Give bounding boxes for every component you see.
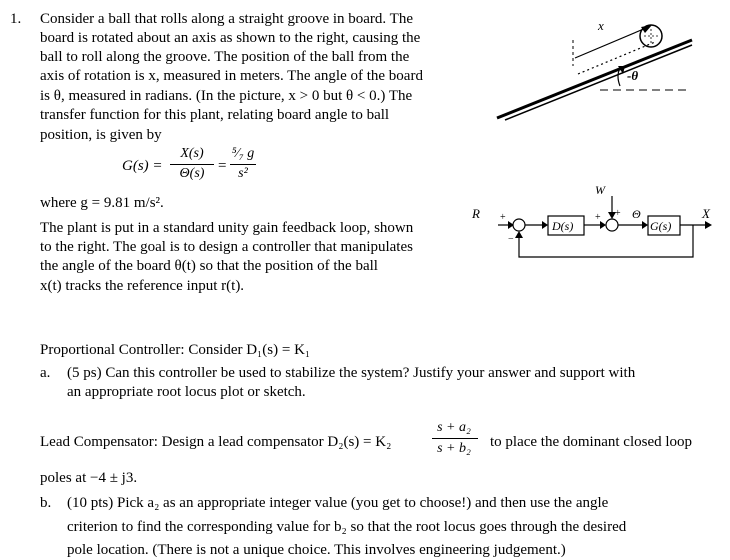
intro-line: axis of rotation is x, measured in meters. The angle of the board xyxy=(40,68,423,84)
intro-line: position, is given by xyxy=(40,127,162,143)
r-label: R xyxy=(472,206,480,221)
lead-numerator: s + a₂ xyxy=(437,420,471,435)
intro-line: Consider a ball that rolls along a straight groove in board. The xyxy=(40,11,413,27)
part-b-label: b. xyxy=(40,495,52,511)
tf-lhs: G(s) = xyxy=(122,158,163,174)
plus-sign-3: + xyxy=(615,208,621,219)
x-output-label: X xyxy=(702,206,710,221)
intro-line: is θ, measured in radians. (In the picture, x > 0 but θ < 0.) The xyxy=(40,88,413,104)
part-a-label: a. xyxy=(40,365,51,381)
problem-number: 1. xyxy=(10,11,22,27)
d-block-label: D(s) xyxy=(552,219,574,233)
plus-sign-1: + xyxy=(500,212,506,223)
intro-line: board is rotated about an axis as shown to the right, causing the xyxy=(40,30,421,46)
feedback-line: The plant is put in a standard unity gain feedback loop, shown xyxy=(40,220,414,236)
part-a-line: (5 ps) Can this controller be used to stabilize the system? Justify your answer and support with xyxy=(67,365,636,381)
summing-junction-1 xyxy=(513,219,525,231)
feedback-line: to the right. The goal is to design a controller that manipulates xyxy=(40,239,413,255)
part-b-line: criterion to find the corresponding value for b₂ so that the root locus goes through the desired xyxy=(67,519,627,535)
x-label: x xyxy=(598,18,604,33)
minus-sign-1: − xyxy=(508,234,514,245)
tf-numerator: X(s) xyxy=(180,146,204,161)
part-b-line: (10 pts) Pick a₂ as an appropriate integer value (you get to choose!) and then use the angle xyxy=(67,495,609,511)
g-block-label: G(s) xyxy=(650,219,672,233)
tf-denominator: Θ(s) xyxy=(179,166,205,181)
feedback-line: the angle of the board θ(t) so that the position of the ball xyxy=(40,258,378,274)
intro-line: transfer function for this plant, relating board angle to ball xyxy=(40,107,390,123)
w-label: W xyxy=(595,183,605,197)
lead-heading: Lead Compensator: Design a lead compensator D₂(s) = K₂ xyxy=(40,434,392,450)
theta-label: -θ xyxy=(627,68,639,83)
proportional-heading: Proportional Controller: Consider D₁(s) = K₁ xyxy=(40,342,311,358)
gravity-line: where g = 9.81 m/s². xyxy=(40,195,164,211)
feedback-line: x(t) tracks the reference input r(t). xyxy=(40,278,245,294)
lead-suffix: to place the dominant closed loop xyxy=(490,434,693,450)
part-a-line: an appropriate root locus plot or sketch. xyxy=(67,384,306,400)
tf-rhs-denominator: s² xyxy=(238,166,248,181)
tf-equals: = xyxy=(218,158,227,174)
plus-sign-2: + xyxy=(595,212,601,223)
summing-junction-2 xyxy=(606,219,618,231)
theta-signal-label: Θ xyxy=(632,207,641,221)
part-b-line: pole location. (There is not a unique choice. This involves engineering judgement.) xyxy=(67,542,566,558)
poles-line: poles at −4 ± j3. xyxy=(40,470,138,486)
lead-denominator: s + b₂ xyxy=(437,441,471,456)
intro-line: ball to roll along the groove. The position of the ball from the xyxy=(40,49,410,65)
tf-rhs-numerator: ⁵⁄₇ g xyxy=(231,146,255,161)
